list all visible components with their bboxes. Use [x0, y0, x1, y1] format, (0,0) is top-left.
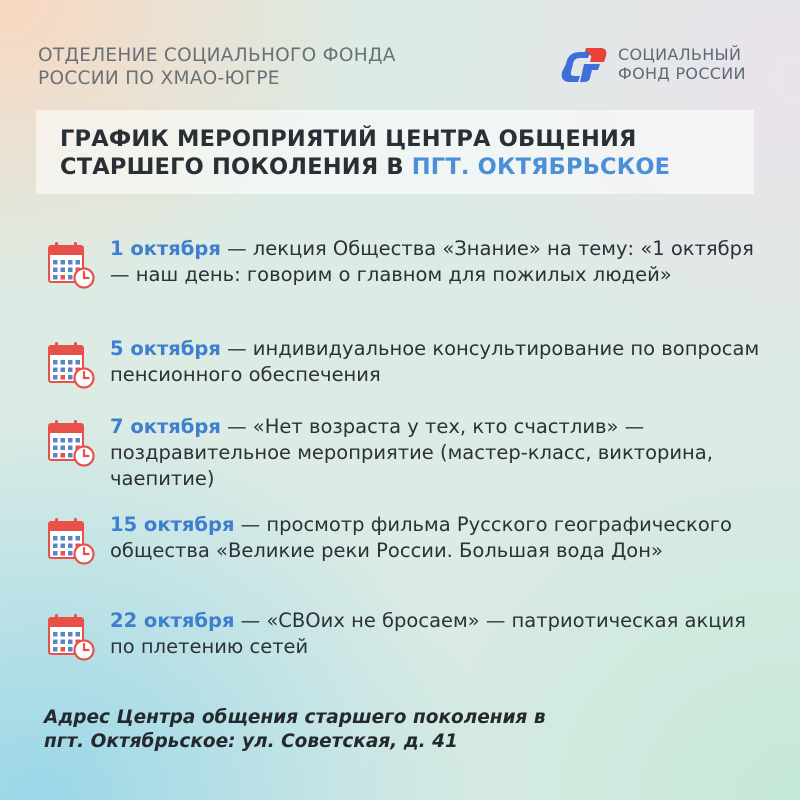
logo-line2: ФОНД РОССИИ: [618, 64, 746, 83]
title-line2-prefix: СТАРШЕГО ПОКОЛЕНИЯ В: [60, 154, 412, 180]
logo-text: [618, 45, 746, 83]
sfr-logo: [556, 44, 746, 84]
logo-line1: СОЦИАЛЬНЫЙ: [618, 45, 742, 64]
org-name-line2: РОССИИ ПО ХМАО-ЮГРЕ: [38, 68, 280, 89]
event-date: 1 октября: [110, 237, 221, 260]
event-date: 22 октября: [110, 609, 235, 632]
event-description: — «СВОих не бросаем» — патриотическая акция по плетению сетей: [110, 609, 746, 658]
title-line1: ГРАФИК МЕРОПРИЯТИЙ ЦЕНТРА ОБЩЕНИЯ: [60, 126, 637, 152]
address-line2: пгт. Октябрьское: ул. Советская, д. 41: [44, 731, 458, 752]
org-name: [38, 44, 396, 90]
event-text: [110, 608, 760, 660]
event-description: — лекция Общества «Знание» на тему: «1 октября — наш день: говорим о главном для пожилых людей»: [110, 237, 754, 286]
calendar-clock-icon: [46, 418, 96, 468]
event-date: 15 октября: [110, 513, 235, 536]
event-description: — индивидуальное консультирование по вопросам пенсионного обеспечения: [110, 337, 760, 386]
calendar-clock-icon: [46, 240, 96, 290]
event-text: [110, 336, 760, 388]
address-line1: Адрес Центра общения старшего поколения в: [44, 707, 546, 728]
calendar-clock-icon: [46, 340, 96, 390]
calendar-clock-icon: [46, 516, 96, 566]
sfr-logo-icon: [556, 44, 610, 84]
title-box: [36, 110, 754, 194]
event-text: [110, 236, 760, 288]
title-location: ПГТ. ОКТЯБРЬСКОЕ: [411, 154, 671, 180]
event-text: [110, 414, 760, 492]
event-description: — просмотр фильма Русского географического общества «Великие реки России. Большая вода Дон»: [110, 513, 732, 562]
org-name-line1: ОТДЕЛЕНИЕ СОЦИАЛЬНОГО ФОНДА: [38, 45, 396, 66]
event-description: — «Нет возраста у тех, кто счастлив» — поздравительное мероприятие (мастер-класс, викторина, чаепитие): [110, 415, 713, 490]
address: [44, 706, 744, 754]
event-date: 7 октября: [110, 415, 221, 438]
calendar-clock-icon: [46, 612, 96, 662]
event-text: [110, 512, 760, 564]
page-title: [60, 125, 670, 181]
event-date: 5 октября: [110, 337, 221, 360]
